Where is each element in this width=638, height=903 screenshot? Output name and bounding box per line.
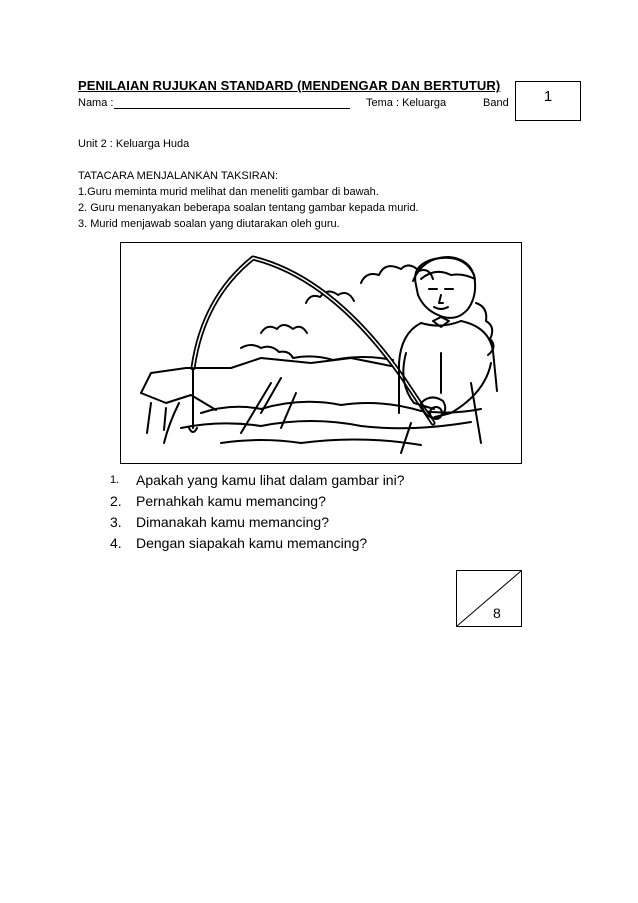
name-label: Nama :	[78, 97, 114, 109]
theme-label: Tema : Keluarga	[366, 97, 447, 109]
question-text: Dengan siapakah kamu memancing?	[136, 535, 368, 551]
instruction-step-2: 2. Guru menanyakan beberapa soalan tentang gambar kepada murid.	[78, 202, 419, 214]
questions-list	[110, 470, 405, 554]
instruction-step-1: 1.Guru meminta murid melihat dan meneliti gambar di bawah.	[78, 186, 379, 198]
band-value: 1	[543, 88, 553, 105]
instruction-step-3: 3. Murid menjawab soalan yang diutarakan oleh guru.	[78, 218, 340, 230]
question-item	[110, 512, 405, 533]
question-item	[110, 533, 405, 554]
instructions-heading: TATACARA MENJALANKAN TAKSIRAN:	[78, 170, 279, 182]
question-text: Dimanakah kamu memancing?	[136, 514, 329, 530]
question-item	[110, 470, 405, 491]
question-number: 2.	[110, 493, 122, 509]
name-blank-line	[114, 108, 350, 109]
question-text: Pernahkah kamu memancing?	[136, 493, 326, 509]
question-text: Apakah yang kamu lihat dalam gambar ini?	[136, 472, 405, 488]
score-diagonal	[457, 571, 521, 626]
page-title: PENILAIAN RUJUKAN STANDARD (MENDENGAR DAN BERTUTUR)	[78, 78, 501, 93]
fishing-boy-drawing	[121, 243, 521, 463]
band-label: Band	[483, 97, 509, 109]
question-number: 3.	[110, 514, 122, 530]
question-number: 1.	[110, 474, 120, 486]
question-number: 4.	[110, 535, 122, 551]
band-box	[515, 81, 581, 121]
fishing-boy-picture	[120, 242, 522, 464]
score-box	[456, 570, 522, 627]
unit-title: Unit 2 : Keluarga Huda	[78, 138, 190, 150]
question-item	[110, 491, 405, 512]
score-total: 8	[493, 605, 501, 621]
